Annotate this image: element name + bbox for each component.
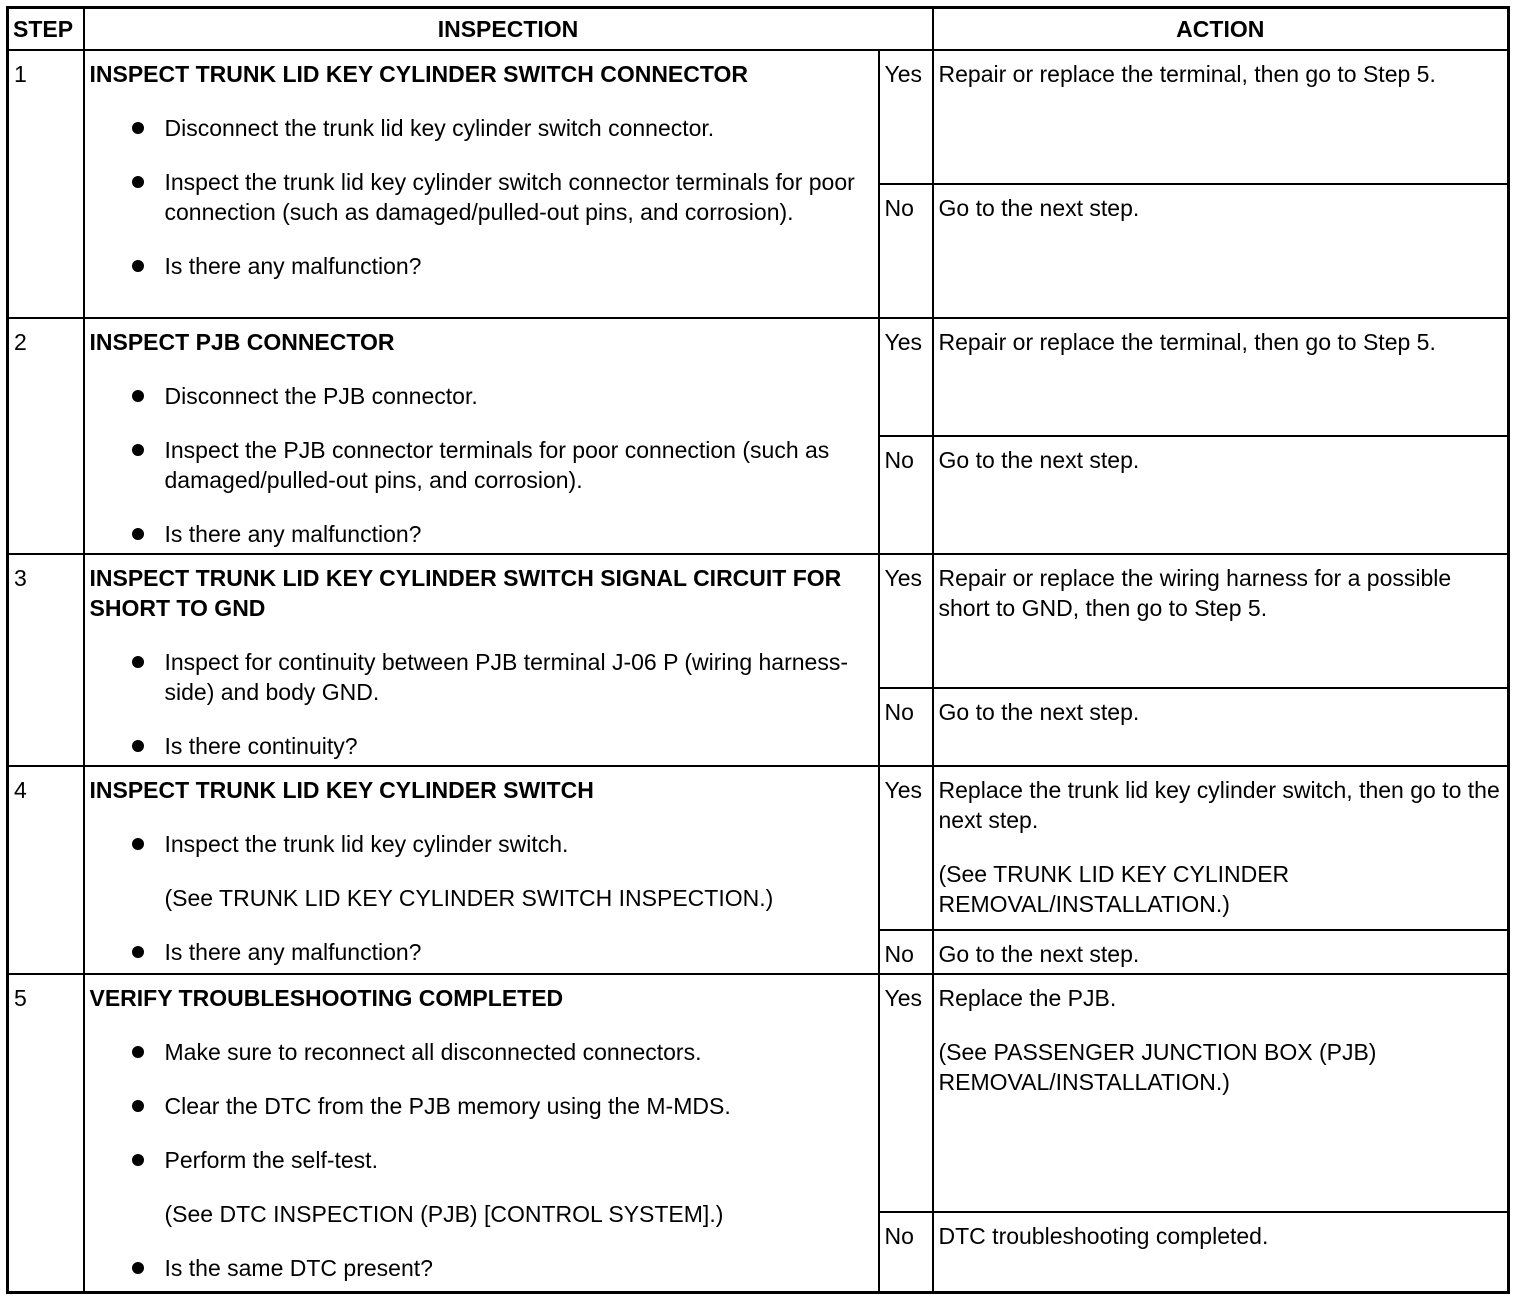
bullet-icon	[132, 528, 144, 540]
header-action: ACTION	[933, 8, 1509, 51]
bullet-item: Inspect the PJB connector terminals for poor connection (such as damaged/pulled-out pins, and corrosion).	[165, 435, 873, 495]
bullet-item: Is there continuity?	[165, 731, 873, 761]
no-label: No	[879, 688, 933, 766]
yes-action: Repair or replace the terminal, then go to Step 5.	[933, 318, 1509, 436]
inspection-cell	[84, 50, 879, 318]
no-label: No	[879, 436, 933, 554]
header-step: STEP	[8, 8, 84, 51]
step-1-yes-row	[8, 50, 1509, 184]
bullet-item: Is there any malfunction?	[165, 519, 873, 549]
step-title: VERIFY TROUBLESHOOTING COMPLETED	[89, 985, 564, 1011]
step-4-yes-row	[8, 766, 1509, 930]
yes-action-cell	[933, 766, 1509, 930]
yes-reference-note: (See PASSENGER JUNCTION BOX (PJB) REMOVAL/INSTALLATION.)	[938, 1039, 1377, 1095]
step-title: INSPECT PJB CONNECTOR	[89, 329, 395, 355]
bullet-icon	[132, 122, 144, 134]
yes-action: Replace the PJB.	[938, 985, 1117, 1011]
bullet-icon	[132, 1154, 144, 1166]
bullet-icon	[132, 1262, 144, 1274]
bullet-icon	[132, 740, 144, 752]
troubleshooting-table	[6, 6, 1510, 1294]
bullet-item: Disconnect the trunk lid key cylinder switch connector.	[165, 113, 873, 143]
inspection-cell	[84, 766, 879, 974]
yes-label: Yes	[879, 974, 933, 1212]
bullet-icon	[132, 176, 144, 188]
yes-action: Repair or replace the wiring harness for a possible short to GND, then go to Step 5.	[933, 554, 1509, 688]
no-action: Go to the next step.	[933, 930, 1509, 974]
reference-note: (See DTC INSPECTION (PJB) [CONTROL SYSTEM].)	[164, 1201, 724, 1227]
bullet-item: Clear the DTC from the PJB memory using the M-MDS.	[165, 1091, 873, 1121]
yes-label: Yes	[879, 50, 933, 184]
inspection-cell	[84, 318, 879, 554]
yes-action-cell	[933, 974, 1509, 1212]
step-number: 2	[8, 318, 84, 554]
bullet-icon	[132, 1100, 144, 1112]
no-label: No	[879, 184, 933, 318]
yes-reference-note: (See TRUNK LID KEY CYLINDER REMOVAL/INSTALLATION.)	[938, 861, 1290, 917]
no-action: Go to the next step.	[933, 184, 1509, 318]
bullet-item: Is the same DTC present?	[165, 1253, 873, 1283]
inspection-cell	[84, 974, 879, 1292]
step-5-yes-row	[8, 974, 1509, 1212]
bullet-icon	[132, 444, 144, 456]
bullet-list	[90, 381, 873, 549]
no-action: DTC troubleshooting completed.	[933, 1212, 1509, 1292]
bullet-item: Make sure to reconnect all disconnected connectors.	[165, 1037, 873, 1067]
step-number: 5	[8, 974, 84, 1292]
inspection-cell	[84, 554, 879, 766]
step-title: INSPECT TRUNK LID KEY CYLINDER SWITCH CONNECTOR	[89, 61, 749, 87]
bullet-icon	[132, 1046, 144, 1058]
step-3-yes-row	[8, 554, 1509, 688]
step-number: 4	[8, 766, 84, 974]
bullet-icon	[132, 390, 144, 402]
bullet-item: Perform the self-test. (See DTC INSPECTION (PJB) [CONTROL SYSTEM].)	[165, 1145, 873, 1229]
bullet-icon	[132, 946, 144, 958]
step-2-yes-row	[8, 318, 1509, 436]
bullet-icon	[132, 838, 144, 850]
step-number: 3	[8, 554, 84, 766]
step-number: 1	[8, 50, 84, 318]
no-label: No	[879, 930, 933, 974]
bullet-item: Disconnect the PJB connector.	[165, 381, 873, 411]
step-title: INSPECT TRUNK LID KEY CYLINDER SWITCH SIGNAL CIRCUIT FOR SHORT TO GND	[89, 565, 842, 621]
yes-action: Repair or replace the terminal, then go to Step 5.	[933, 50, 1509, 184]
yes-label: Yes	[879, 766, 933, 930]
bullet-list	[90, 113, 873, 281]
header-inspection: INSPECTION	[84, 8, 933, 51]
yes-label: Yes	[879, 554, 933, 688]
bullet-icon	[132, 656, 144, 668]
yes-action: Replace the trunk lid key cylinder switch, then go to the next step.	[938, 777, 1500, 833]
bullet-item: Is there any malfunction?	[165, 937, 873, 967]
bullet-item: Inspect for continuity between PJB terminal J-06 P (wiring harness-side) and body GND.	[165, 647, 873, 707]
bullet-list	[90, 1037, 873, 1283]
no-action: Go to the next step.	[933, 436, 1509, 554]
bullet-list	[90, 829, 873, 967]
header-row	[8, 8, 1509, 51]
yes-label: Yes	[879, 318, 933, 436]
bullet-item: Inspect the trunk lid key cylinder switch. (See TRUNK LID KEY CYLINDER SWITCH INSPECTION.)	[165, 829, 873, 913]
bullet-icon	[132, 260, 144, 272]
no-action: Go to the next step.	[933, 688, 1509, 766]
reference-note: (See TRUNK LID KEY CYLINDER SWITCH INSPECTION.)	[164, 885, 774, 911]
bullet-item: Is there any malfunction?	[165, 251, 873, 281]
bullet-item: Inspect the trunk lid key cylinder switch connector terminals for poor connection (such as damaged/pulled-out pins, and corrosion).	[165, 167, 873, 227]
no-label: No	[879, 1212, 933, 1292]
step-title: INSPECT TRUNK LID KEY CYLINDER SWITCH	[89, 777, 594, 803]
bullet-list	[90, 647, 873, 761]
